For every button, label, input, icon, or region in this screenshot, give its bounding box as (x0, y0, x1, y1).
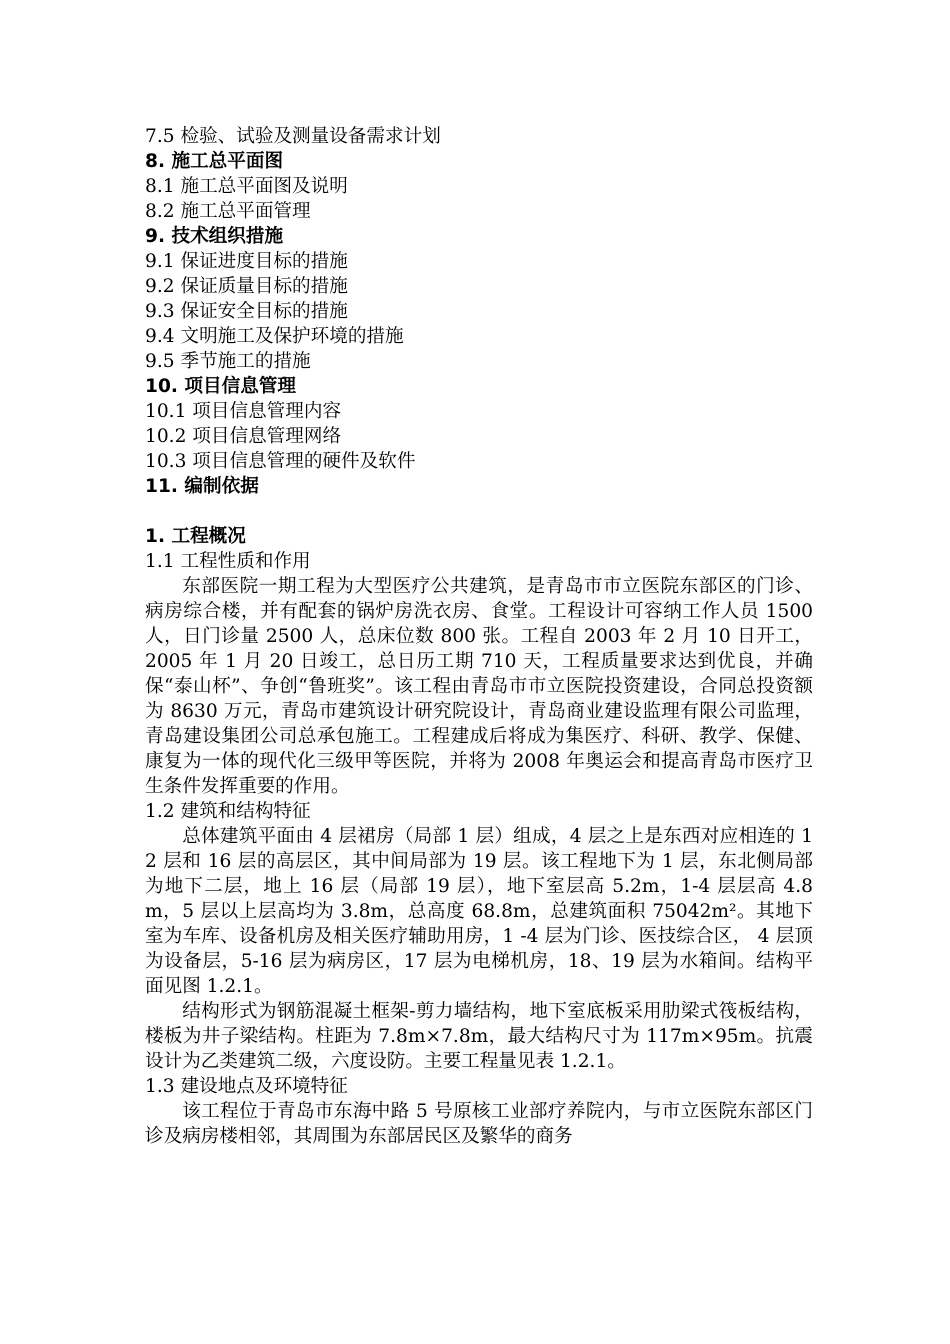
section-1-1-paragraph: 东部医院一期工程为大型医疗公共建筑，是青岛市市立医院东部区的门诊、病房综合楼，并有配套的锅炉房洗衣房、食堂。工程设计可容纳工作人员 1500 人，日门诊量 2500 人，总床位数 800 张。工程自 2003 年 2 月 10 日开工， 2005 年 1 月 20 日竣工，总日历工期 710 天，工程质量要求达到优良，并确保“泰山杯”、争创“鲁班奖”。该工程由青岛市市立医院投资建设，合同总投资额为 8630 万元，青岛市建筑设计研究院设计，青岛商业建设监理有限公司监理，青岛建设集团公司总承包施工。工程建成后将成为集医疗、科研、教学、保健、康复为一体的现代化三级甲等医院，并将为 2008 年奥运会和提高青岛市医疗卫生条件发挥重要的作用。 (145, 576, 813, 797)
toc-entry: 10.1 项目信息管理内容 (145, 401, 342, 422)
section-1-2-heading: 1.2 建筑和结构特征 (145, 801, 311, 822)
section-1-heading: 1. 工程概况 (145, 526, 246, 547)
blank-line (145, 499, 813, 524)
toc-chapter-heading: 11. 编制依据 (145, 476, 259, 497)
section-1-2-paragraph-2: 结构形式为钢筋混凝土框架-剪力墙结构，地下室底板采用肋梁式筏板结构，楼板为井子梁结构。柱距为 7.8m×7.8m，最大结构尺寸为 117m×95m。抗震设计为乙类建筑二级，六度设防。主要工程量见表 1.2.1。 (145, 1001, 813, 1072)
toc-entry: 7.5 检验、试验及测量设备需求计划 (145, 126, 441, 147)
toc-entry: 9.3 保证安全目标的措施 (145, 301, 348, 322)
toc-entry: 8.2 施工总平面管理 (145, 201, 311, 222)
toc-chapter-heading: 9. 技术组织措施 (145, 226, 284, 247)
toc-entry: 10.2 项目信息管理网络 (145, 426, 342, 447)
document-page (145, 124, 813, 1149)
section-1-1-heading: 1.1 工程性质和作用 (145, 551, 311, 572)
section-1-3-heading: 1.3 建设地点及环境特征 (145, 1076, 348, 1097)
toc-entry: 9.5 季节施工的措施 (145, 351, 311, 372)
toc-entry: 10.3 项目信息管理的硬件及软件 (145, 451, 416, 472)
toc-chapter-heading: 10. 项目信息管理 (145, 376, 296, 397)
toc-entry: 9.4 文明施工及保护环境的措施 (145, 326, 404, 347)
section-1-3-paragraph: 该工程位于青岛市东海中路 5 号原核工业部疗养院内，与市立医院东部区门诊及病房楼相邻，其周围为东部居民区及繁华的商务 (145, 1101, 813, 1147)
toc-entry: 8.1 施工总平面图及说明 (145, 176, 348, 197)
toc-entry: 9.1 保证进度目标的措施 (145, 251, 348, 272)
toc-chapter-heading: 8. 施工总平面图 (145, 151, 284, 172)
section-1-2-paragraph-1: 总体建筑平面由 4 层裙房（局部 1 层）组成，4 层之上是东西对应相连的 12 层和 16 层的高层区，其中间局部为 19 层。该工程地下为 1 层，东北侧局部为地下二层，地上 16 层（局部 19 层），地下室层高 5.2m，1-4 层层高 4.8m，5 层以上层高均为 3.8m，总高度 68.8m，总建筑面积 75042m²。其地下室为车库、设备机房及相关医疗辅助用房，1 -4 层为门诊、医技综合区， 4 层顶为设备层，5-16 层为病房区，17 层为电梯机房，18、19 层为水箱间。结构平面见图 1.2.1。 (145, 826, 813, 997)
table-of-contents (145, 124, 813, 499)
toc-entry: 9.2 保证质量目标的措施 (145, 276, 348, 297)
